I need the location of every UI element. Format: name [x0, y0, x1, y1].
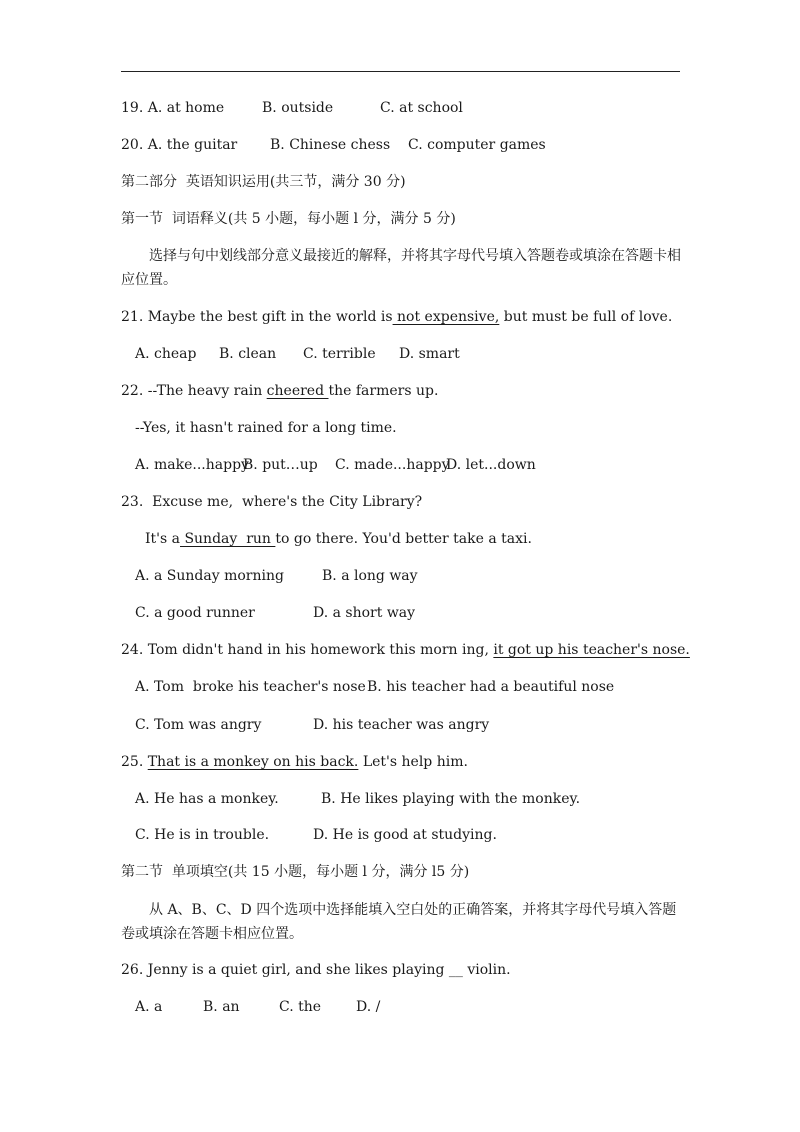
- option-20a: 20. A. the guitar: [121, 137, 238, 153]
- question-26-stem: 26. Jenny is a quiet girl, and she likes playing __ violin.: [121, 962, 511, 978]
- underlined-phrase: That is a monkey on his back.: [147, 754, 359, 770]
- option-25d: D. He is good at studying.: [313, 827, 497, 843]
- section1-instruction: 选择与句中划线部分意义最接近的解释，并将其字母代号填入答题卷或填涂在答题卡相应位置。: [121, 248, 681, 288]
- option-21c: C. terrible: [303, 346, 376, 362]
- option-24a: A. Tom broke his teacher's nose: [135, 679, 366, 695]
- option-26d: D. /: [356, 999, 381, 1015]
- option-22d: D. let...down: [446, 457, 536, 473]
- option-24b: B. his teacher had a beautiful nose: [367, 679, 615, 695]
- option-23d: D. a short way: [313, 605, 416, 621]
- question-22-stem: 22. --The heavy rain cheered the farmers up.: [121, 383, 439, 399]
- option-21d: D. smart: [399, 346, 460, 362]
- option-21b: B. clean: [219, 346, 277, 362]
- option-19c: C. at school: [380, 100, 463, 116]
- question-25-stem: 25. That is a monkey on his back. Let's help him.: [121, 754, 468, 770]
- option-26a: A. a: [135, 999, 163, 1015]
- option-23b: B. a long way: [322, 568, 418, 584]
- section2-instruction: 从 A、B、C、D 四个选项中选择能填入空白处的正确答案，并将其字母代号填入答题卷或填涂在答题卡相应位置。: [121, 902, 677, 942]
- option-24d: D. his teacher was angry: [313, 717, 490, 733]
- option-20b: B. Chinese chess: [270, 137, 391, 153]
- option-26b: B. an: [203, 999, 240, 1015]
- option-26c: C. the: [279, 999, 322, 1015]
- option-25b: B. He likes playing with the monkey.: [321, 791, 581, 807]
- option-19b: B. outside: [262, 100, 334, 116]
- question-21-stem: 21. Maybe the best gift in the world is not expensive, but must be full of love.: [121, 309, 673, 325]
- section2-title: 第二节 单项填空(共 15 小题，每小题 l 分，满分 l5 分): [121, 864, 470, 880]
- option-25a: A. He has a monkey.: [135, 791, 279, 807]
- option-22c: C. made...happy: [335, 457, 450, 473]
- option-22a: A. make...happy: [135, 457, 249, 473]
- underlined-phrase: Sunday run: [180, 531, 276, 547]
- option-20c: C. computer games: [408, 137, 546, 153]
- question-23-stem: 23. Excuse me, where's the City Library?: [121, 494, 423, 510]
- option-21a: A. cheap: [135, 346, 197, 362]
- header-rule: [121, 71, 680, 72]
- option-23a: A. a Sunday morning: [135, 568, 284, 584]
- question-22-reply: --Yes, it hasn't rained for a long time.: [135, 420, 397, 436]
- option-25c: C. He is in trouble.: [135, 827, 270, 843]
- underlined-phrase: it got up his teacher's nose.: [493, 642, 690, 658]
- option-19a: 19. A. at home: [121, 100, 225, 116]
- option-24c: C. Tom was angry: [135, 717, 262, 733]
- question-24-stem: 24. Tom didn't hand in his homework this morn ing, it got up his teacher's nose.: [121, 642, 690, 658]
- section1-title: 第一节 词语释义(共 5 小题，每小题 l 分，满分 5 分): [121, 211, 456, 227]
- underlined-phrase: cheered: [266, 383, 329, 399]
- option-23c: C. a good runner: [135, 605, 255, 621]
- part2-title: 第二部分 英语知识运用(共三节，满分 30 分): [121, 174, 406, 190]
- option-22b: B. put…up: [243, 457, 318, 473]
- question-23-reply: It's a Sunday run to go there. You'd better take a taxi.: [145, 531, 532, 547]
- underlined-phrase: not expensive,: [392, 309, 500, 325]
